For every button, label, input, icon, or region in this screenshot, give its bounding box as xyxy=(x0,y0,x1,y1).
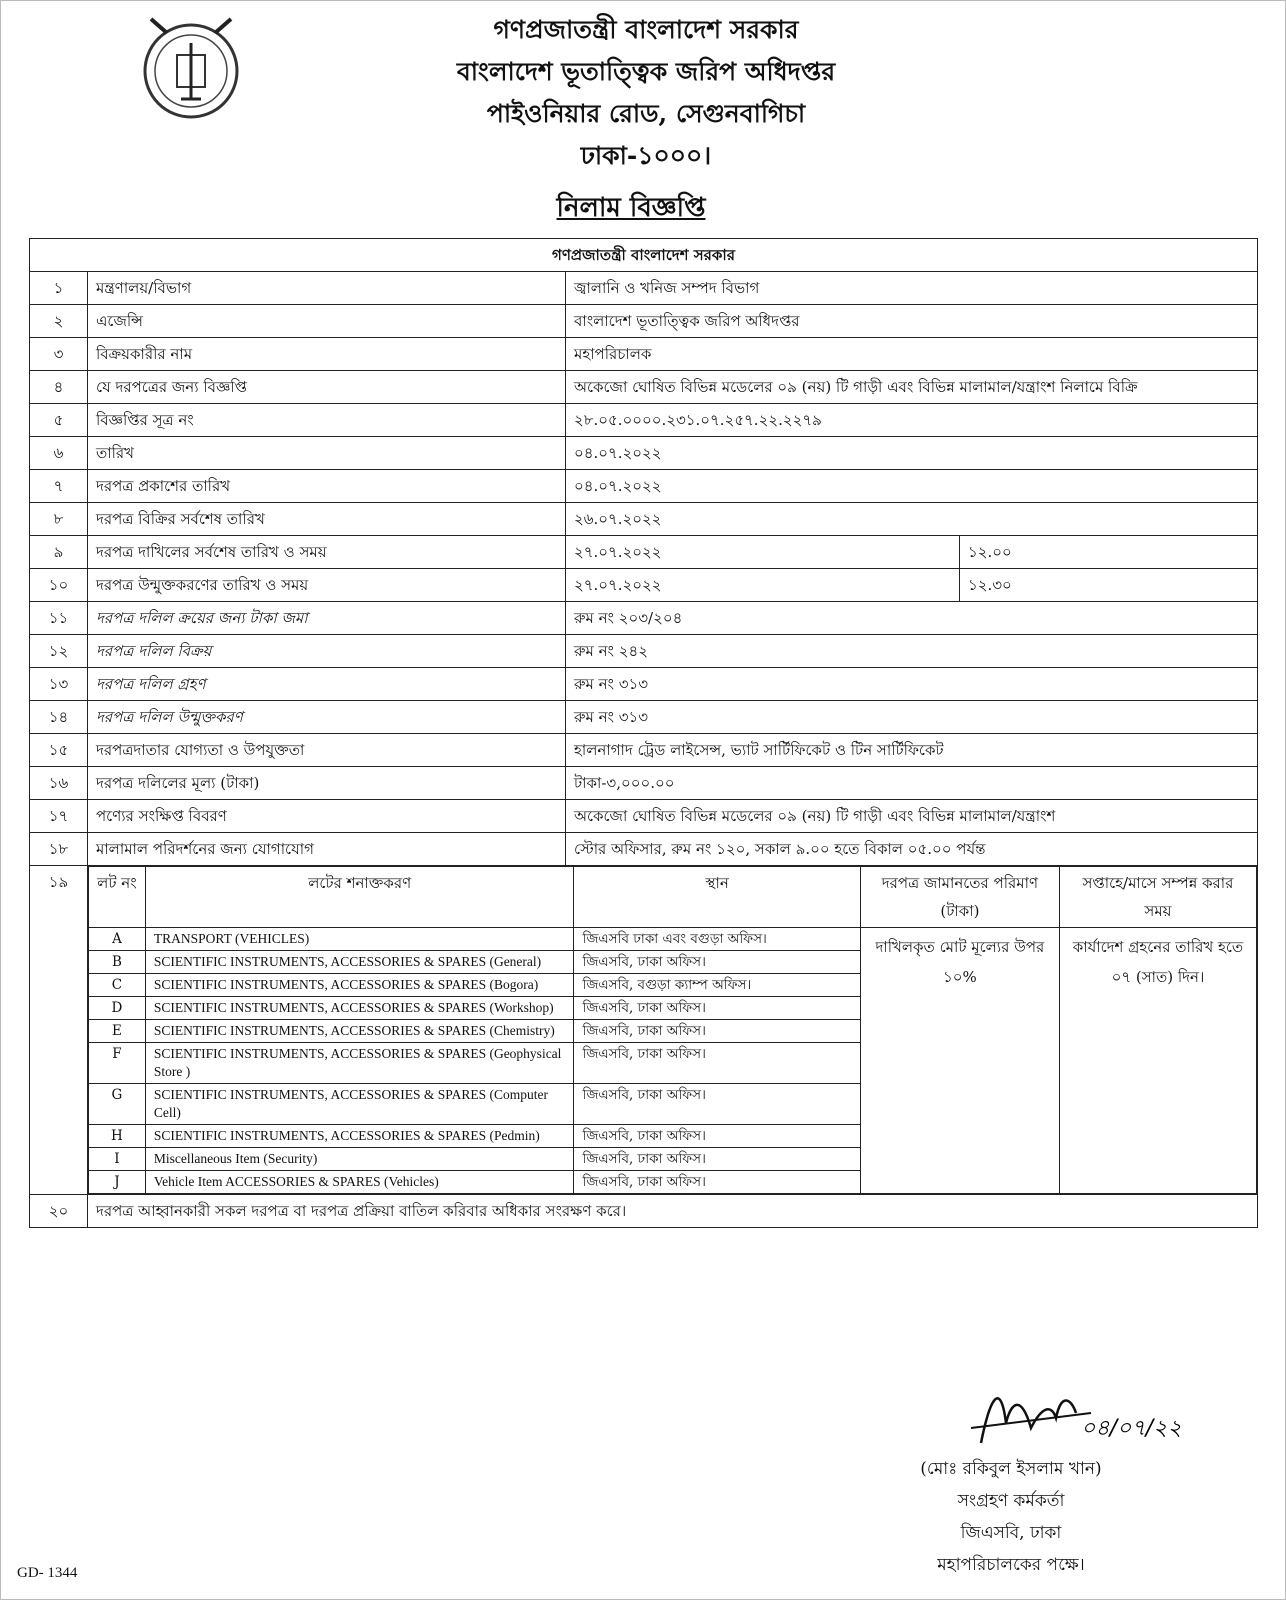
row-label: দরপত্র প্রকাশের তারিখ xyxy=(88,470,566,503)
row-label: দরপত্র দলিল উন্মুক্তকরণ xyxy=(88,701,566,734)
row-value: রুম নং ৩১৩ xyxy=(566,701,1258,734)
lot-ident: SCIENTIFIC INSTRUMENTS, ACCESSORIES & SPARES (Chemistry) xyxy=(145,1020,574,1043)
row-label: দরপত্র দলিল ক্রয়ের জন্য টাকা জমা xyxy=(88,602,566,635)
signer-name: (মোঃ রকিবুল ইসলাম খান) xyxy=(920,1459,1102,1479)
row-label: দরপত্র দাখিলের সর্বশেষ তারিখ ও সময় xyxy=(88,536,566,569)
row-label: দরপত্রদাতার যোগ্যতা ও উপযুক্ততা xyxy=(88,734,566,767)
lot-place: জিএসবি, ঢাকা অফিস। xyxy=(574,1020,860,1043)
row-label: মালামাল পরিদর্শনের জন্য যোগাযোগ xyxy=(88,833,566,866)
reservation-clause: দরপত্র আহ্বানকারী সকল দরপত্র বা দরপত্র প্রক্রিয়া বাতিল করিবার অধিকার সংরক্ষণ করে। xyxy=(88,1195,1258,1228)
row-value: অকেজো ঘোষিত বিভিন্ন মডেলের ০৯ (নয়) টি গাড়ী এবং বিভিন্ন মালামাল/যন্ত্রাংশ নিলামে বিক্রি xyxy=(566,371,1258,404)
row-serial: ৭ xyxy=(30,470,88,503)
footer-code: GD- 1344 xyxy=(17,1565,78,1581)
signer-office: জিএসবি, ঢাকা xyxy=(960,1523,1062,1543)
table-row xyxy=(30,536,1258,569)
row-serial: ৫ xyxy=(30,404,88,437)
row-serial: ৩ xyxy=(30,338,88,371)
table-heading-row xyxy=(30,239,1258,272)
lot-letter: A xyxy=(89,928,146,951)
row-time: ১২.০০ xyxy=(960,536,1258,569)
lot-place: জিএসবি, ঢাকা অফিস। xyxy=(574,1171,860,1194)
signature-mark xyxy=(961,1373,1201,1453)
lot-ident: Miscellaneous Item (Security) xyxy=(145,1148,574,1171)
lot-place: জিএসবি, ঢাকা অফিস। xyxy=(574,1148,860,1171)
row-value: বাংলাদেশ ভূতাত্ত্বিক জরিপ অধিদপ্তর xyxy=(566,305,1258,338)
row-label: দরপত্র দলিল গ্রহণ xyxy=(88,668,566,701)
row-label: দরপত্র বিক্রির সর্বশেষ তারিখ xyxy=(88,503,566,536)
table-row xyxy=(30,734,1258,767)
lot-letter: C xyxy=(89,974,146,997)
row-serial: ১৫ xyxy=(30,734,88,767)
table-row xyxy=(30,668,1258,701)
lot-letter: G xyxy=(89,1084,146,1125)
row-value: ২৬.০৭.২০২২ xyxy=(566,503,1258,536)
table-row xyxy=(30,404,1258,437)
row-value: টাকা-৩,০০০.০০ xyxy=(566,767,1258,800)
row-value: অকেজো ঘোষিত বিভিন্ন মডেলের ০৯ (নয়) টি গাড়ী এবং বিভিন্ন মালামাল/যন্ত্রাংশ xyxy=(566,800,1258,833)
row-serial: ৬ xyxy=(30,437,88,470)
letterhead-line-3: পাইওনিয়ার রোড, সেগুনবাগিচা xyxy=(486,99,806,128)
notice-title: নিলাম বিজ্ঞপ্তি xyxy=(556,193,706,223)
lot-row xyxy=(89,928,1257,951)
row-label: মন্ত্রণালয়/বিভাগ xyxy=(88,272,566,305)
row-value: হালনাগাদ ট্রেড লাইসেন্স, ভ্যাট সার্টিফিকেট ও টিন সার্টিফিকেট xyxy=(566,734,1258,767)
row-label: যে দরপত্রের জন্য বিজ্ঞপ্তি xyxy=(88,371,566,404)
table-row xyxy=(30,470,1258,503)
letterhead-line-4: ঢাকা-১০০০। xyxy=(580,141,712,170)
row-value: জ্বালানি ও খনিজ সম্পদ বিভাগ xyxy=(566,272,1258,305)
lot-letter: H xyxy=(89,1125,146,1148)
row-value: ২৭.০৭.২০২২ xyxy=(566,569,960,602)
lot-place: জিএসবি, ঢাকা অফিস। xyxy=(574,1084,860,1125)
lot-place: জিএসবি, ঢাকা অফিস। xyxy=(574,1043,860,1084)
row-label: এজেন্সি xyxy=(88,305,566,338)
letterhead xyxy=(331,9,961,177)
auction-table xyxy=(29,238,1258,1228)
table-row xyxy=(30,800,1258,833)
row-serial: ১৯ xyxy=(30,866,88,1195)
security-amount: দাখিলকৃত মোট মূল্যের উপর ১০% xyxy=(860,928,1059,1194)
row-value: রুম নং ২০৩/২০৪ xyxy=(566,602,1258,635)
table-row xyxy=(30,635,1258,668)
table-row xyxy=(30,767,1258,800)
lots-header-time: সপ্তাহে/মাসে সম্পন্ন করার সময় xyxy=(1059,867,1256,928)
gsb-emblem-icon xyxy=(137,15,245,123)
lot-ident: Vehicle Item ACCESSORIES & SPARES (Vehicles) xyxy=(145,1171,574,1194)
table-row xyxy=(30,371,1258,404)
row-serial: ২ xyxy=(30,305,88,338)
row-value: ০৪.০৭.২০২২ xyxy=(566,437,1258,470)
lot-place: জিএসবি, ঢাকা অফিস। xyxy=(574,951,860,974)
signer-block xyxy=(861,1453,1161,1581)
row-value: রুম নং ২৪২ xyxy=(566,635,1258,668)
row-serial: ১৪ xyxy=(30,701,88,734)
row-label: পণ্যের সংক্ষিপ্ত বিবরণ xyxy=(88,800,566,833)
lot-ident: SCIENTIFIC INSTRUMENTS, ACCESSORIES & SPARES (Pedmin) xyxy=(145,1125,574,1148)
lots-header-row xyxy=(89,867,1257,928)
row-serial: ৯ xyxy=(30,536,88,569)
lots-header-security: দরপত্র জামানতের পরিমাণ (টাকা) xyxy=(860,867,1059,928)
row-label: বিজ্ঞপ্তির সূত্র নং xyxy=(88,404,566,437)
letterhead-line-1: গণপ্রজাতন্ত্রী বাংলাদেশ সরকার xyxy=(493,15,799,44)
row-serial: ১৬ xyxy=(30,767,88,800)
signature-date: ০৪/০৭/২২ xyxy=(1081,1416,1182,1441)
lot-place: জিএসবি ঢাকা এবং বগুড়া অফিস। xyxy=(574,928,860,951)
row-value: ২৭.০৭.২০২২ xyxy=(566,536,960,569)
table-row xyxy=(30,569,1258,602)
row-label: বিক্রয়কারীর নাম xyxy=(88,338,566,371)
lot-place: জিএসবি, বগুড়া ক্যাম্প অফিস। xyxy=(574,974,860,997)
lot-letter: I xyxy=(89,1148,146,1171)
row-serial: ১২ xyxy=(30,635,88,668)
completion-time: কার্যাদেশ গ্রহনের তারিখ হতে ০৭ (সাত) দিন। xyxy=(1059,928,1256,1194)
row-serial: ১৩ xyxy=(30,668,88,701)
signer-on-behalf: মহাপরিচালকের পক্ষে। xyxy=(937,1555,1085,1575)
lots-table xyxy=(88,866,1257,1194)
lot-place: জিএসবি, ঢাকা অফিস। xyxy=(574,1125,860,1148)
table-row xyxy=(30,833,1258,866)
lot-ident: TRANSPORT (VEHICLES) xyxy=(145,928,574,951)
row-serial: ১ xyxy=(30,272,88,305)
row-value: স্টোর অফিসার, রুম নং ১২০, সকাল ৯.০০ হতে বিকাল ০৫.০০ পর্যন্ত xyxy=(566,833,1258,866)
lot-ident: SCIENTIFIC INSTRUMENTS, ACCESSORIES & SPARES (General) xyxy=(145,951,574,974)
table-row xyxy=(30,305,1258,338)
lot-details-cell xyxy=(88,866,1258,1195)
lots-header-ident: লটের শনাক্তকরণ xyxy=(145,867,574,928)
row-time: ১২.৩০ xyxy=(960,569,1258,602)
letterhead-line-2: বাংলাদেশ ভূতাত্ত্বিক জরিপ অধিদপ্তর xyxy=(456,57,836,86)
lots-header-place: স্থান xyxy=(574,867,860,928)
lot-letter: D xyxy=(89,997,146,1020)
row-serial: ৮ xyxy=(30,503,88,536)
table-row xyxy=(30,338,1258,371)
row-serial: ২০ xyxy=(30,1195,88,1228)
lot-letter: F xyxy=(89,1043,146,1084)
lots-header-lot: লট নং xyxy=(89,867,146,928)
table-row xyxy=(30,272,1258,305)
lot-ident: SCIENTIFIC INSTRUMENTS, ACCESSORIES & SPARES (Geophysical Store ) xyxy=(145,1043,574,1084)
table-row xyxy=(30,503,1258,536)
row-value: ২৮.০৫.০০০০.২৩১.০৭.২৫৭.২২.২২৭৯ xyxy=(566,404,1258,437)
row-value: রুম নং ৩১৩ xyxy=(566,668,1258,701)
table-row xyxy=(30,701,1258,734)
lot-ident: SCIENTIFIC INSTRUMENTS, ACCESSORIES & SPARES (Workshop) xyxy=(145,997,574,1020)
lot-ident: SCIENTIFIC INSTRUMENTS, ACCESSORIES & SPARES (Bogora) xyxy=(145,974,574,997)
row-label: দরপত্র উন্মুক্তকরণের তারিখ ও সময় xyxy=(88,569,566,602)
lot-letter: E xyxy=(89,1020,146,1043)
row-serial: ১৮ xyxy=(30,833,88,866)
lot-letter: J xyxy=(89,1171,146,1194)
row-serial: ৪ xyxy=(30,371,88,404)
row-value: ০৪.০৭.২০২২ xyxy=(566,470,1258,503)
table-row xyxy=(30,1195,1258,1228)
signer-designation: সংগ্রহণ কর্মকর্তা xyxy=(957,1491,1065,1511)
lot-ident: SCIENTIFIC INSTRUMENTS, ACCESSORIES & SPARES (Computer Cell) xyxy=(145,1084,574,1125)
row-serial: ১০ xyxy=(30,569,88,602)
lot-table-row xyxy=(30,866,1258,1195)
row-label: দরপত্র দলিল বিক্রয় xyxy=(88,635,566,668)
lot-place: জিএসবি, ঢাকা অফিস। xyxy=(574,997,860,1020)
row-value: মহাপরিচালক xyxy=(566,338,1258,371)
row-serial: ১৭ xyxy=(30,800,88,833)
row-label: দরপত্র দলিলের মূল্য (টাকা) xyxy=(88,767,566,800)
table-row xyxy=(30,437,1258,470)
row-serial: ১১ xyxy=(30,602,88,635)
row-label: তারিখ xyxy=(88,437,566,470)
lot-letter: B xyxy=(89,951,146,974)
table-row xyxy=(30,602,1258,635)
table-heading: গণপ্রজাতন্ত্রী বাংলাদেশ সরকার xyxy=(30,239,1258,272)
